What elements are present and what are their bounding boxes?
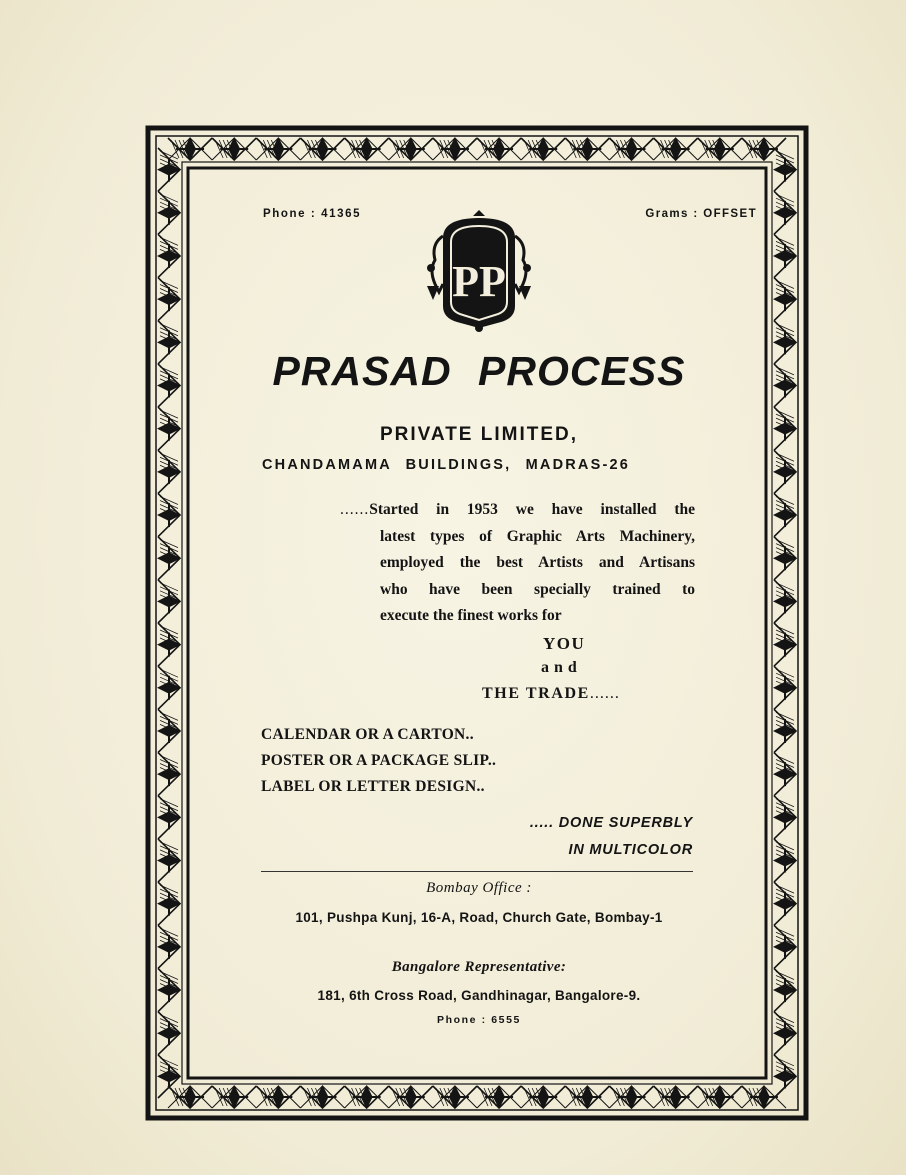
intro-lead-dots: ...... [340,501,370,518]
audience-trade [482,685,620,703]
header-phone: Phone : 41365 [263,208,362,220]
product-item: LABEL OR LETTER DESIGN.. [261,778,485,795]
intro-line-3: employed the best Artists and Artisans [380,554,695,571]
header-grams: Grams : OFFSET [645,208,757,220]
intro-paragraph [340,497,695,630]
intro-line-1-text: Started in 1953 we have installed the [369,501,695,518]
tagline-line-2: IN MULTICOLOR [568,842,693,858]
bangalore-rep-address: 181, 6th Cross Road, Gandhinagar, Bangalore-9. [317,988,641,1003]
tagline [530,810,693,864]
audience-and: and [541,659,582,676]
intro-line-2: latest types of Graphic Arts Machinery, [380,527,695,545]
pp-logo-emblem [421,208,537,334]
audience-trade-dots: ...... [589,685,620,702]
product-item: CALENDAR OR A CARTON.. [261,726,474,743]
divider [261,871,693,872]
audience-you: YOU [543,634,586,653]
bangalore-rep-label: Bangalore Representative: [391,959,567,975]
intro-line-4: who have been specially trained to [380,580,695,598]
advertisement-content [203,172,755,1068]
audience-trade-text: THE TRADE [482,685,590,702]
product-list [261,722,496,800]
tagline-line-1: ..... DONE SUPERBLY [529,815,693,831]
company-name: PRASAD PROCESS [272,348,686,394]
company-address: CHANDAMAMA BUILDINGS, MADRAS-26 [262,457,631,473]
bangalore-rep-phone: Phone : 6555 [437,1014,521,1026]
intro-line-5: execute the finest works for [380,607,562,624]
company-type: PRIVATE LIMITED, [379,424,579,445]
bombay-office-label: Bombay Office : [426,880,532,896]
product-item: POSTER OR A PACKAGE SLIP.. [261,752,497,769]
bombay-office-address: 101, Pushpa Kunj, 16-A, Road, Church Gate, Bombay-1 [295,910,663,925]
intro-line-1 [340,497,695,524]
logo-monogram: PP [452,257,506,306]
